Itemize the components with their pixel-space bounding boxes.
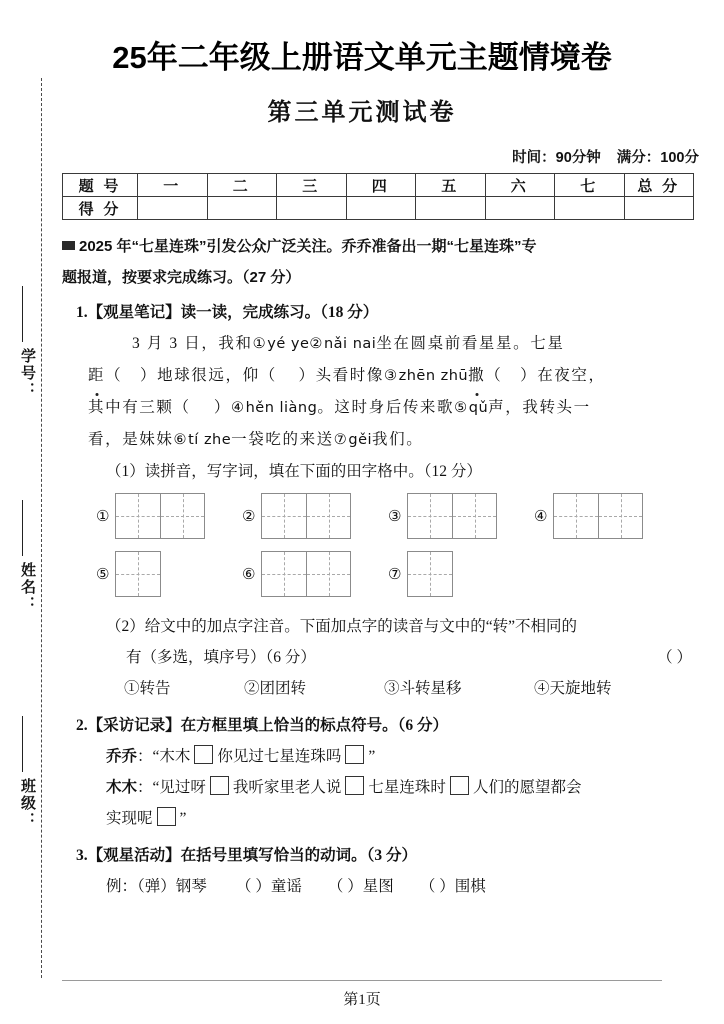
question-1-passage-line-2 (62, 360, 702, 392)
score-cell-1[interactable] (138, 197, 208, 220)
pinyin-1: yé ye (267, 336, 310, 352)
question-1-sub-2-line-2 (62, 642, 702, 673)
question-1-passage-line-1 (62, 328, 702, 360)
score-cell-2[interactable] (207, 197, 277, 220)
tianzige-cell[interactable] (452, 494, 496, 538)
question-2-text: 我听家里老人说 (232, 779, 342, 796)
side-field-banji (8, 778, 38, 829)
table-row-headers (63, 174, 694, 197)
pinyin-4: hěn liàng (245, 400, 318, 416)
answer-blank-paren[interactable]: （ (485, 367, 521, 384)
question-1-sub-1: （1）读拼音，写字词，填在下面的田字格中。（12 分） (106, 463, 482, 480)
score-cell-3[interactable] (277, 197, 347, 220)
passage-text: 其中有三颗（ (88, 399, 191, 416)
passage-text: 。这时身后传来歌 (317, 399, 455, 416)
tianzige-label-7: ⑦ (388, 564, 402, 583)
pinyin-6: tí zhe (188, 432, 232, 448)
tianzige-label-6: ⑥ (242, 564, 256, 583)
question-3-word-2: 星图 (362, 878, 394, 895)
question-2-text: 七星连珠时 (368, 779, 446, 796)
tianzige-cell[interactable] (408, 494, 452, 538)
score-cell-total[interactable] (624, 197, 694, 220)
question-3-word-1: 童谣 (270, 878, 302, 895)
question-3-blank-1[interactable]: （ ） (236, 878, 271, 895)
passage-marker-3: ③ (383, 368, 399, 384)
passage-marker-1: ① (252, 336, 268, 352)
passage-text: ） (213, 399, 231, 416)
option-1[interactable]: ①转告 (124, 680, 171, 697)
option-4[interactable]: ④天旋地转 (534, 680, 612, 697)
question-1-sub-2-line-1: （2）给文中的加点字注音。下面加点字的读音与文中的“转”不相同的 (106, 618, 578, 635)
passage-text: ）地球很远，仰 (140, 367, 260, 384)
question-3-example: 例：（弹）钢琴 (106, 878, 207, 895)
emphasis-char-ju: 距 (88, 360, 105, 391)
question-1-passage-line-4 (62, 424, 702, 456)
option-2[interactable]: ②团团转 (244, 680, 307, 697)
score-cell-6[interactable] (485, 197, 555, 220)
question-1-options (62, 673, 702, 704)
tianzige-cell[interactable] (262, 494, 306, 538)
passage-text: 一袋吃的来送 (231, 431, 334, 448)
answer-blank-paren[interactable] (191, 399, 214, 416)
tianzige-box-1[interactable] (115, 493, 205, 539)
score-table-col-1: 一 (138, 174, 208, 197)
table-row-scores (63, 197, 694, 220)
passage-text: 坐在圆桌前看星星。七星 (376, 335, 565, 352)
tianzige-box-2[interactable] (261, 493, 351, 539)
tianzige-group-4[interactable] (534, 493, 643, 539)
score-cell-4[interactable] (346, 197, 416, 220)
tianzige-box-6[interactable] (261, 551, 351, 597)
question-3-heading: 3.【观星活动】在括号里填写恰当的动词。（3 分） (76, 847, 418, 864)
question-1-passage-line-3 (62, 392, 702, 424)
tianzige-row-2 (62, 551, 702, 607)
tianzige-group-6[interactable] (242, 551, 351, 597)
score-table-col-6: 六 (485, 174, 555, 197)
page-number: 第1页 (343, 992, 381, 1008)
passage-text: ）在夜空， (520, 367, 606, 384)
tianzige-group-5[interactable] (96, 551, 161, 597)
punctuation-box[interactable] (345, 745, 364, 764)
answer-blank-paren-multi[interactable]: （ ） (657, 649, 692, 666)
page-title: 25年二年级上册语文单元主题情境卷 (112, 40, 612, 75)
emphasis-char-sa: 撒 (468, 360, 485, 391)
tianzige-cell[interactable] (554, 494, 598, 538)
section-intro-line-2-row (62, 262, 702, 293)
passage-text: 看，是妹妹 (88, 431, 174, 448)
exam-content (62, 231, 702, 902)
tianzige-cell[interactable] (306, 552, 350, 596)
question-1-heading: 1.【观星笔记】读一读，完成练习。（18 分） (76, 304, 379, 321)
side-field-banji-label: 班级： (19, 778, 35, 829)
passage-text: 我们。 (372, 431, 424, 448)
exam-total-label: 满分：100分 (616, 150, 699, 166)
pinyin-3: zhēn zhū (398, 368, 469, 384)
tianzige-box-3[interactable] (407, 493, 497, 539)
tianzige-cell[interactable] (408, 552, 452, 596)
side-field-xingming (8, 562, 38, 613)
tianzige-box-7[interactable] (407, 551, 453, 597)
punctuation-box[interactable] (450, 776, 469, 795)
passage-text: 声，我转头一 (488, 399, 591, 416)
question-2-heading: 2.【采访记录】在方框里填上恰当的标点符号。（6 分） (76, 717, 449, 734)
answer-blank-paren[interactable]: （ (259, 367, 299, 384)
footer (0, 987, 724, 1010)
score-table (62, 173, 694, 220)
tianzige-label-1: ① (96, 506, 110, 525)
passage-marker-2: ② (309, 336, 324, 352)
question-2-line-2 (62, 772, 702, 803)
question-2-text: 你见过七星连珠吗 (217, 748, 342, 765)
pinyin-7: gěi (348, 432, 373, 448)
option-3[interactable]: ③斗转星移 (384, 680, 462, 697)
tianzige-label-2: ② (242, 506, 256, 525)
question-3-word-3: 围棋 (454, 878, 486, 895)
tianzige-box-4[interactable] (553, 493, 643, 539)
question-1-sub-2-text: 有（多选，填序号）（6 分） (126, 649, 316, 666)
question-3-blank-3[interactable]: （ ） (419, 878, 455, 895)
fold-dashed-line (41, 78, 42, 978)
passage-text: 3 月 3 日，我和 (132, 335, 253, 352)
tianzige-cell[interactable] (116, 552, 160, 596)
tianzige-cell[interactable] (116, 494, 160, 538)
score-table-col-7: 七 (555, 174, 625, 197)
side-rule-xingming (22, 500, 23, 556)
side-field-xuehao (8, 348, 38, 399)
question-3-blank-2[interactable]: （ ） (327, 878, 363, 895)
score-table-col-3: 三 (277, 174, 347, 197)
question-3-items (62, 871, 702, 902)
tianzige-label-5: ⑤ (96, 564, 110, 583)
tianzige-group-7[interactable] (388, 551, 453, 597)
section-intro-line-1: 2025 年“七星连珠”引发公众广泛关注。乔乔准备出一期“七星连珠”专 (79, 238, 537, 255)
side-rule-banji (22, 716, 23, 772)
tianzige-label-3: ③ (388, 506, 402, 525)
section-intro-line-2: 题报道，按要求完成练习。（27 分） (62, 269, 301, 286)
exam-meta (500, 146, 699, 167)
punctuation-box[interactable] (210, 776, 229, 795)
tianzige-cell[interactable] (598, 494, 642, 538)
score-table-col-5: 五 (416, 174, 486, 197)
exam-time-label: 时间：90分钟 (512, 150, 601, 166)
punctuation-box[interactable] (345, 776, 364, 795)
tianzige-box-5[interactable] (115, 551, 161, 597)
tianzige-row-1 (62, 493, 702, 549)
tianzige-cell[interactable] (262, 552, 306, 596)
tianzige-cell[interactable] (306, 494, 350, 538)
passage-marker-7: ⑦ (333, 432, 349, 448)
score-table-row-label-2: 得 分 (63, 197, 138, 220)
score-table-col-2: 二 (207, 174, 277, 197)
tianzige-label-4: ④ (534, 506, 548, 525)
passage-text: ）头看时像 (298, 367, 384, 384)
score-table-col-total: 总 分 (624, 174, 694, 197)
side-rule-xuehao (22, 286, 23, 342)
section-intro (62, 231, 702, 262)
page-subtitle: 第三单元测试卷 (267, 100, 457, 126)
side-field-xuehao-label: 学号： (19, 348, 35, 399)
punctuation-box[interactable] (157, 807, 176, 826)
speaker-qiaoqiao: 乔乔 (106, 748, 138, 765)
question-2-line-1 (62, 741, 702, 772)
speaker-mumu: 木木 (106, 779, 138, 796)
score-cell-5[interactable] (416, 197, 486, 220)
question-2-text: ” (179, 810, 187, 827)
tianzige-group-2[interactable] (242, 493, 351, 539)
score-cell-7[interactable] (555, 197, 625, 220)
punctuation-box[interactable] (194, 745, 213, 764)
question-2-line-3 (62, 803, 702, 834)
question-2-text: ：“见过呀 (137, 779, 206, 796)
pinyin-2: nǎi nai (323, 336, 377, 352)
tianzige-cell[interactable] (160, 494, 204, 538)
side-field-xingming-label: 姓名： (19, 562, 35, 613)
footer-divider (62, 980, 662, 981)
tianzige-group-3[interactable] (388, 493, 497, 539)
pinyin-5: qǔ (468, 400, 489, 416)
question-2-text: ：“木木 (137, 748, 191, 765)
passage-marker-5: ⑤ (454, 400, 469, 416)
score-table-row-label-1: 题 号 (63, 174, 138, 197)
score-table-col-4: 四 (346, 174, 416, 197)
question-2-text: 实现呢 (106, 810, 153, 827)
question-2-text: 人们的愿望都会 (472, 779, 582, 796)
tianzige-group-1[interactable] (96, 493, 205, 539)
passage-marker-4: ④ (230, 400, 246, 416)
passage-marker-6: ⑥ (173, 432, 189, 448)
answer-blank-paren[interactable]: （ (105, 367, 140, 384)
question-2-text: ” (368, 748, 376, 765)
section-bullet-icon (62, 241, 75, 250)
